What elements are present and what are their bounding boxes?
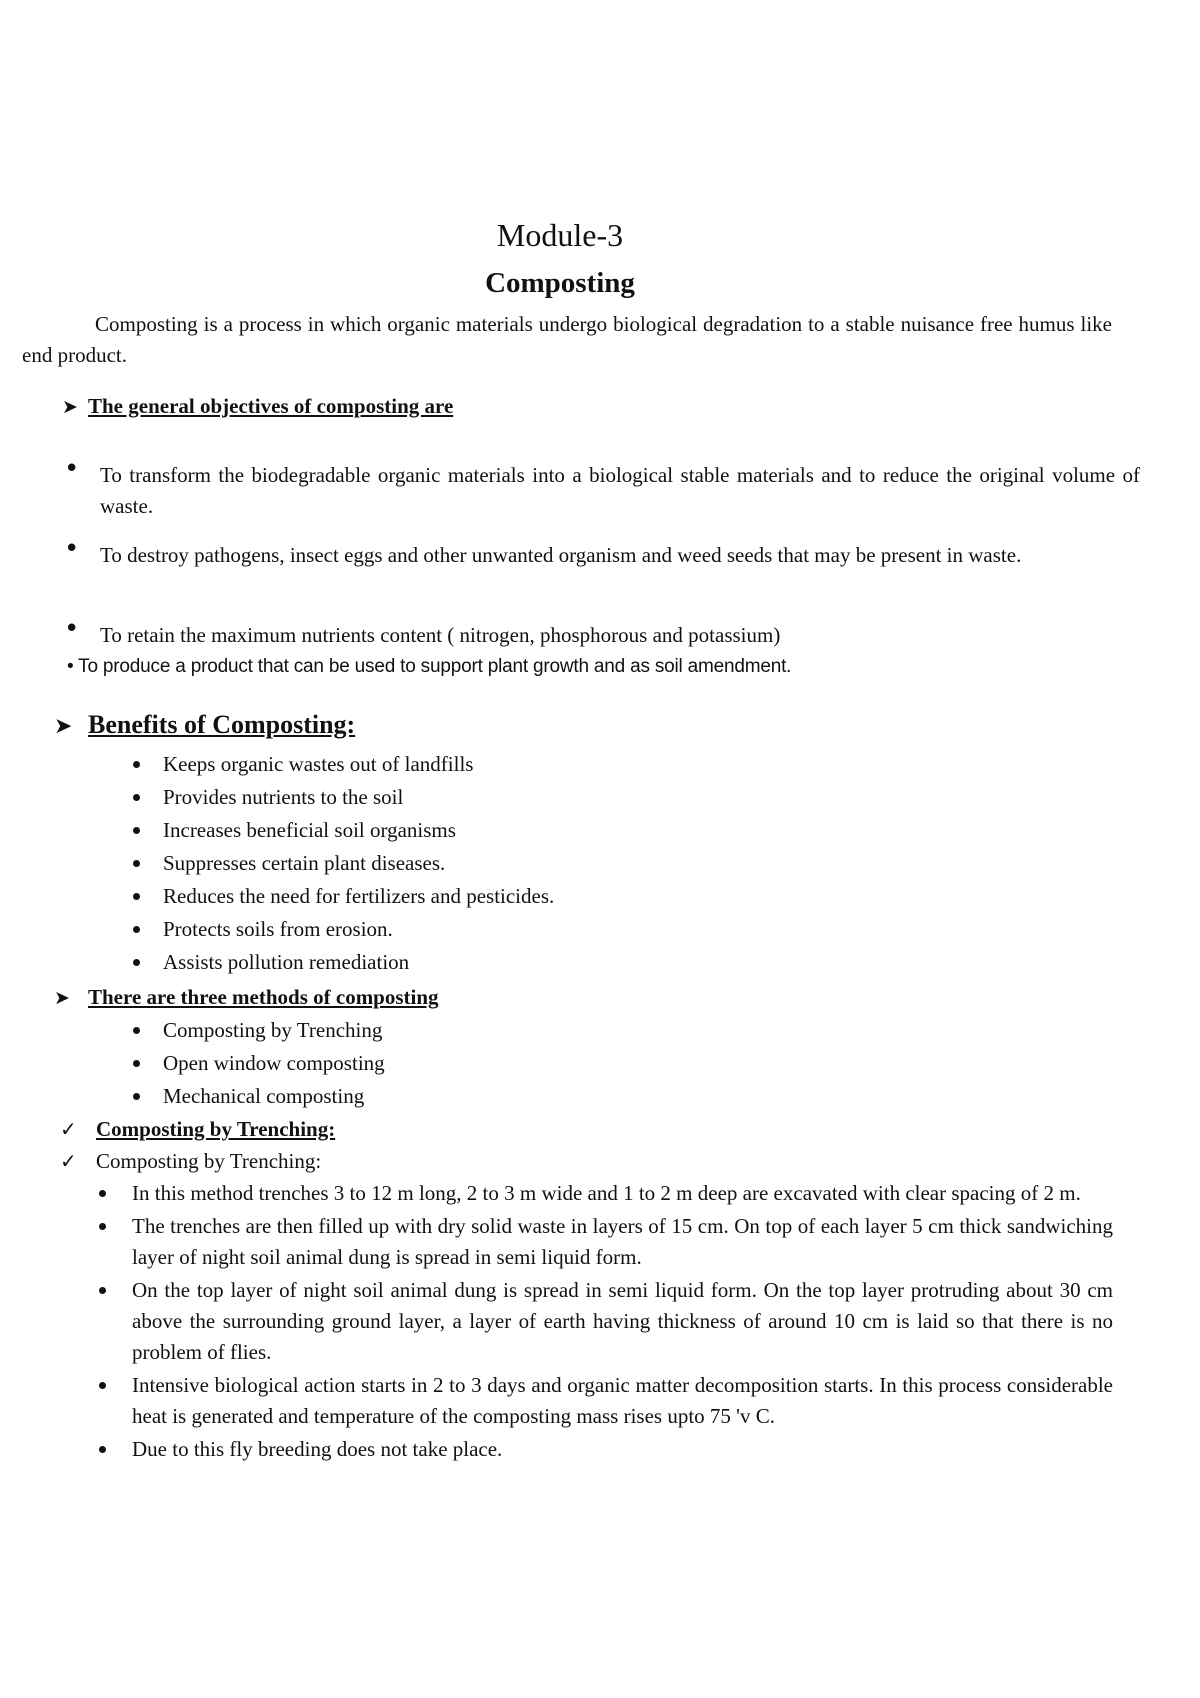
list-item [127, 913, 554, 946]
method-text: Composting by Trenching [163, 1018, 383, 1042]
arrow-bullet-icon: ➤ [54, 714, 73, 739]
benefit-text: Increases beneficial soil organisms [163, 818, 456, 842]
benefits-list [127, 748, 554, 979]
objectives-list [60, 534, 1140, 571]
bullet-dot-icon [133, 893, 140, 900]
list-item [127, 1080, 385, 1113]
benefit-text: Reduces the need for fertilizers and pesticides. [163, 884, 555, 908]
bullet-dot-icon [133, 1027, 140, 1034]
module-title: Module-3 [496, 217, 624, 253]
bullet-dot-icon [99, 1446, 106, 1453]
benefit-text: Protects soils from erosion. [163, 917, 393, 941]
bullet-dot-icon [133, 827, 140, 834]
objectives-list [60, 454, 1140, 522]
list-item [60, 614, 1140, 651]
trenching-subheading [60, 1146, 321, 1177]
bullet-dot-icon [99, 1382, 106, 1389]
bullet-dot-icon [133, 794, 140, 801]
bullet-dot-icon [133, 860, 140, 867]
bullet-dot-icon [99, 1223, 106, 1230]
objective-text: To retain the maximum nutrients content ( nitrogen, phosphorous and potassium) [100, 623, 781, 647]
objectives-heading-text: The general objectives of composting are [88, 394, 454, 418]
list-item [127, 946, 554, 979]
list-item [127, 814, 554, 847]
bullet-dot-icon: • [64, 614, 80, 644]
method-text: Mechanical composting [163, 1084, 365, 1108]
trenching-subheading-text: Composting by Trenching: [96, 1149, 322, 1173]
list-item [95, 1211, 1113, 1273]
trenching-text: Due to this fly breeding does not take place. [132, 1437, 503, 1461]
objectives-heading [62, 391, 453, 423]
trenching-heading [60, 1114, 335, 1145]
list-item [60, 454, 1140, 522]
list-item [95, 1434, 1113, 1465]
list-item [95, 1370, 1113, 1432]
bullet-dot-icon: • [64, 454, 80, 484]
bullet-dot-icon [133, 1093, 140, 1100]
method-text: Open window composting [163, 1051, 385, 1075]
methods-heading-text: There are three methods of composting [88, 985, 439, 1009]
list-item [127, 1047, 385, 1080]
benefit-text: Keeps organic wastes out of landfills [163, 752, 474, 776]
trenching-text: In this method trenches 3 to 12 m long, 2 to 3 m wide and 1 to 2 m deep are excavated with clear spacing of 2 m. [132, 1181, 1081, 1205]
list-item [127, 880, 554, 913]
bullet-dot-icon: • [64, 534, 80, 564]
list-item [127, 781, 554, 814]
methods-list [127, 1014, 385, 1113]
methods-heading [54, 982, 439, 1014]
benefits-heading-text: Benefits of Composting: [88, 710, 356, 739]
bullet-dot-icon [133, 761, 140, 768]
arrow-bullet-icon: ➤ [54, 987, 70, 1009]
objectives-list [60, 614, 1140, 651]
trenching-list [95, 1178, 1113, 1467]
bullet-dot-icon [133, 959, 140, 966]
bullet-dot-icon [133, 926, 140, 933]
list-item [95, 1275, 1113, 1368]
trenching-text: On the top layer of night soil animal dung is spread in semi liquid form. On the top layer protruding about 30 cm above the surrounding ground layer, a layer of earth having thickness of around 10 cm is laid so that there is no problem of flies. [132, 1278, 1113, 1364]
intro-paragraph: Composting is a process in which organic materials undergo biological degradation to a stable nuisance free humus like end product. [22, 312, 1112, 367]
list-item [127, 1014, 385, 1047]
checkmark-icon: ✓ [60, 1149, 77, 1173]
objective-extra-line: • To produce a product that can be used to support plant growth and as soil amendment. [67, 656, 792, 677]
trenching-text: The trenches are then filled up with dry solid waste in layers of 15 cm. On top of each layer 5 cm thick sandwiching layer of night soil animal dung is spread in semi liquid form. [132, 1214, 1113, 1269]
benefits-heading [54, 708, 355, 744]
bullet-dot-icon [133, 1060, 140, 1067]
objective-text: To transform the biodegradable organic materials into a biological stable materials and to reduce the original volume of waste. [100, 463, 1140, 518]
benefit-text: Assists pollution remediation [163, 950, 410, 974]
trenching-heading-text: Composting by Trenching: [96, 1117, 336, 1141]
list-item [127, 847, 554, 880]
page-title: Composting [485, 267, 635, 299]
list-item [127, 748, 554, 781]
checkmark-icon: ✓ [60, 1117, 77, 1141]
bullet-dot-icon [99, 1287, 106, 1294]
benefit-text: Suppresses certain plant diseases. [163, 851, 446, 875]
trenching-text: Intensive biological action starts in 2 to 3 days and organic matter decomposition starts. In this process considerable heat is generated and temperature of the composting mass rises upto 75 'v C. [132, 1373, 1113, 1428]
list-item [95, 1178, 1113, 1209]
list-item [60, 534, 1140, 571]
benefit-text: Provides nutrients to the soil [163, 785, 404, 809]
objective-text: To destroy pathogens, insect eggs and other unwanted organism and weed seeds that may be present in waste. [100, 543, 1022, 567]
arrow-bullet-icon: ➤ [62, 396, 78, 418]
bullet-dot-icon [99, 1190, 106, 1197]
